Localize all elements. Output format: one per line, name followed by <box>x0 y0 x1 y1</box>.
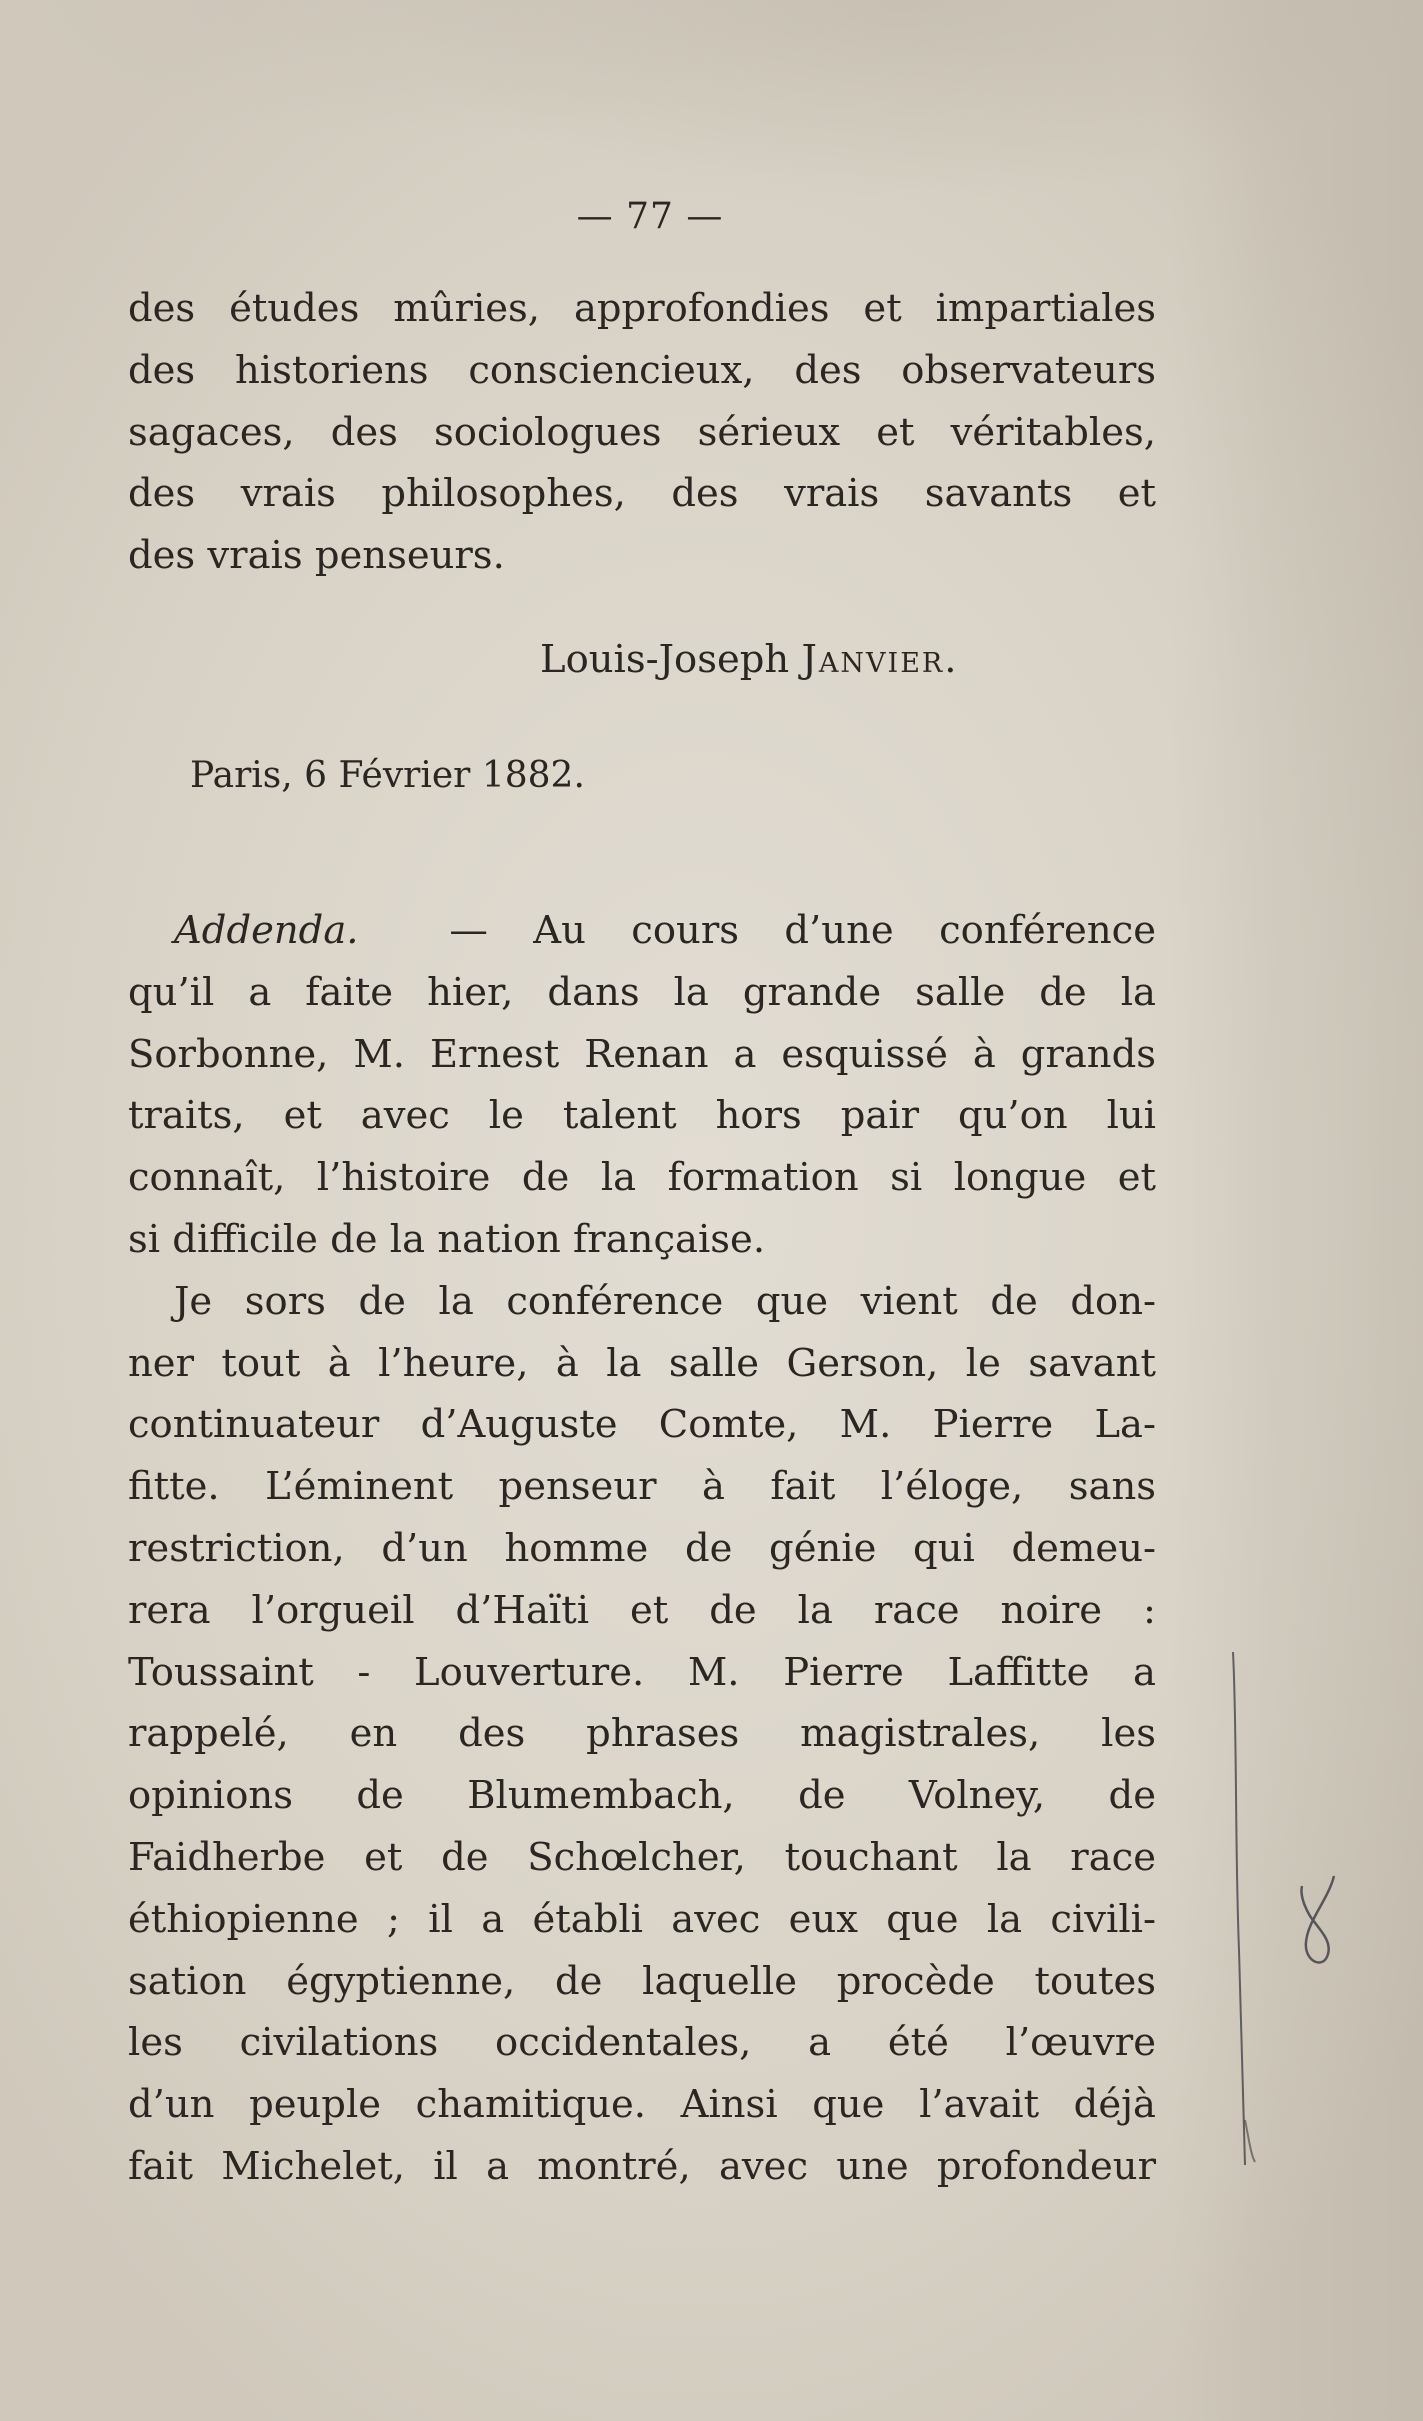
text-line: ner tout à l’heure, à la salle Gerson, le savant <box>128 1340 1156 1386</box>
author-surname: Janvier. <box>801 637 959 682</box>
text-line: rera l’orgueil d’Haïti et de la race noire : <box>128 1587 1156 1633</box>
text-line: sagaces, des sociologues sérieux et véritables, <box>128 409 1156 455</box>
text-line: continuateur d’Auguste Comte, M. Pierre La- <box>128 1402 1156 1448</box>
date-line: Paris, 6 Février 1882. <box>190 755 585 796</box>
text-line: éthiopienne ; il a établi avec eux que la civili- <box>128 1896 1156 1942</box>
addenda-first-line-text: — Au cours d’une conférence <box>449 908 1156 953</box>
text-line: des études mûries, approfondies et impartiales <box>128 286 1156 331</box>
intro-paragraph <box>128 278 1156 587</box>
text-line: Faidherbe et de Schœlcher, touchant la race <box>128 1834 1156 1880</box>
text-line: fitte. L’éminent penseur à fait l’éloge, sans <box>128 1464 1156 1510</box>
margin-handwritten-mark <box>1288 1870 1348 1980</box>
text-line: Sorbonne, M. Ernest Renan a esquissé à grands <box>128 1031 1156 1077</box>
text-line: restriction, d’un homme de génie qui demeu- <box>128 1525 1156 1571</box>
text-line: Je sors de la conférence que vient de don- <box>174 1278 1156 1324</box>
margin-bracket-mark <box>1225 1650 1265 2170</box>
text-line: les civilations occidentales, a été l’œuvre <box>128 2020 1156 2066</box>
page-shadow <box>1170 0 1423 2421</box>
text-line: qu’il a faite hier, dans la grande salle de la <box>128 969 1156 1015</box>
text-line: traits, et avec le talent hors pair qu’on lui <box>128 1093 1156 1139</box>
addenda-section <box>128 900 1156 2198</box>
text-line: connaît, l’histoire de la formation si longue et <box>128 1155 1156 1201</box>
text-line: si difficile de la nation française. <box>128 1216 766 1262</box>
addenda-first-line <box>128 900 1156 962</box>
text-line: Toussaint - Louverture. M. Pierre Laffitte a <box>128 1649 1156 1695</box>
text-line: d’un peuple chamitique. Ainsi que l’avait déjà <box>128 2082 1156 2128</box>
text-line: rappelé, en des phrases magistrales, les <box>128 1711 1156 1757</box>
text-line: fait Michelet, il a montré, avec une profondeur <box>128 2143 1156 2189</box>
page-number: — 77 — <box>576 196 724 237</box>
author-signature <box>540 637 958 682</box>
text-line: des historiens consciencieux, des observateurs <box>128 347 1156 393</box>
addenda-label: Addenda. <box>174 908 359 953</box>
text-line: des vrais philosophes, des vrais savants et <box>128 471 1156 517</box>
author-given-name: Louis-Joseph <box>540 637 790 682</box>
text-line: des vrais penseurs. <box>128 533 505 579</box>
text-line: sation égyptienne, de laquelle procède toutes <box>128 1958 1156 2004</box>
text-line: opinions de Blumembach, de Volney, de <box>128 1773 1156 1819</box>
